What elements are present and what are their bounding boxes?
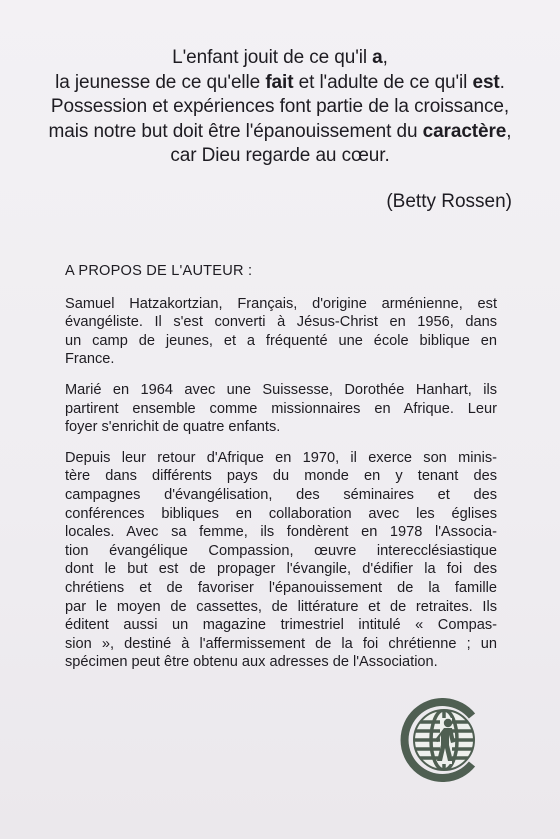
about-author-section xyxy=(65,262,497,684)
text-line: chrétiens et de favoriser l'épanouissement de la famille xyxy=(65,579,497,596)
compassion-globe-logo-icon xyxy=(400,698,484,782)
about-author-heading: A PROPOS DE L'AUTEUR : xyxy=(65,263,253,279)
epigraph-quote xyxy=(30,46,530,169)
quote-text: . xyxy=(499,71,505,93)
about-author-body xyxy=(65,295,497,672)
text-line: Depuis leur retour d'Afrique en 1970, il exerce son minis- xyxy=(65,449,497,466)
text-line: un camp de jeunes, et a fréquenté une école biblique en xyxy=(65,332,497,349)
quote-emphasis: a xyxy=(372,47,383,68)
text-line: évangéliste. Il s'est converti à Jésus-Christ en 1956, dans xyxy=(65,314,497,331)
quote-line-4 xyxy=(30,120,530,145)
text-line: conférences bibliques en collaboration avec les églises xyxy=(65,505,497,522)
quote-text: et l'adulte de ce qu'il xyxy=(293,71,473,93)
quote-text: , xyxy=(382,47,388,68)
quote-emphasis: fait xyxy=(265,71,294,93)
about-paragraph xyxy=(65,381,497,437)
text-line: par le moyen de cassettes, de littérature et de retraites. Ils xyxy=(65,598,497,615)
text-line: foyer s'enrichit de quatre enfants. xyxy=(65,419,281,436)
text-line: tion évangélique Compassion, œuvre interecclésiastique xyxy=(65,542,497,559)
about-paragraph xyxy=(65,295,497,369)
quote-text: la jeunesse de ce qu'elle xyxy=(55,71,266,93)
text-line: Marié en 1964 avec une Suissesse, Dorothée Hanhart, ils xyxy=(65,381,497,398)
text-line: campagnes d'évangélisation, des séminaires et des xyxy=(65,486,497,503)
about-paragraph xyxy=(65,449,497,672)
quote-attribution: (Betty Rossen) xyxy=(386,191,512,212)
quote-emphasis: caractère xyxy=(422,120,507,142)
quote-line-5: car Dieu regarde au cœur. xyxy=(170,145,390,166)
quote-line-2 xyxy=(30,71,530,96)
text-line: Samuel Hatzakortzian, Français, d'origine arménienne, est xyxy=(65,295,497,312)
text-line: locales. Avec sa femme, ils fondèrent en 1978 l'Associa- xyxy=(65,524,497,541)
quote-emphasis: est xyxy=(472,71,500,93)
quote-line-1 xyxy=(30,46,530,71)
text-line: tère dans différents pays du monde en y tenant des xyxy=(65,468,497,485)
quote-text: L'enfant jouit de ce qu'il xyxy=(172,47,373,68)
text-line: partirent ensemble comme missionnaires en Afrique. Leur xyxy=(65,400,497,417)
text-line: spécimen peut être obtenu aux adresses de l'Association. xyxy=(65,654,438,671)
quote-line-3: Possession et expériences font partie de la croissance, xyxy=(50,96,510,117)
text-line: sion », destiné à l'affermissement de la foi chrétienne ; un xyxy=(65,635,497,652)
text-line: éditent aussi un magazine trimestriel intitulé « Compas- xyxy=(65,617,497,634)
text-line: dont le but est de propager l'évangile, d'édifier la foi des xyxy=(65,561,497,578)
quote-text: , xyxy=(506,120,512,142)
text-line: France. xyxy=(65,351,115,368)
quote-text: mais notre but doit être l'épanouissement du xyxy=(48,120,423,142)
